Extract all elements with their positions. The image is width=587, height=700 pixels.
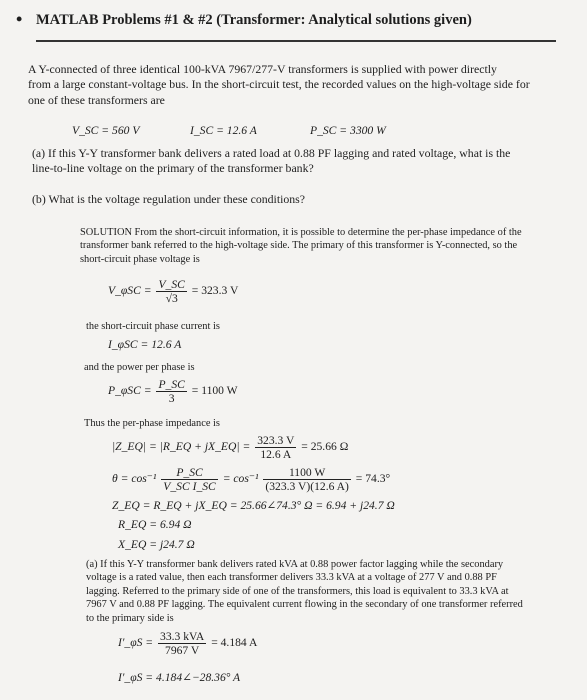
question-b: (b) What is the voltage regulation under these conditions? xyxy=(32,192,305,206)
equation-phase-power: P_φSC = $\frac{P\_SC}{3}$ = 1100 W xyxy=(108,378,238,405)
current-text: the short-circuit phase current is xyxy=(86,321,220,332)
solution-intro-line: short-circuit phase voltage is xyxy=(80,253,200,265)
equation-impedance: Z_EQ = R_EQ + jX_EQ = 25.66∠74.3° Ω = 6.94 + j24.7 Ω xyxy=(112,499,395,512)
solution-intro-line: SOLUTION From the short-circuit information, it is possible to determine the per-phase impedance of the xyxy=(80,227,522,238)
solution-intro xyxy=(80,226,522,266)
power-text: and the power per phase is xyxy=(84,362,195,373)
test-value-vsc: V_SC = 560 V xyxy=(72,124,140,137)
solution-a-line: lagging. Referred to the primary side of one of the transformers, this load is equivalent to 33.3 kVA at xyxy=(86,585,509,597)
title-text: MATLAB Problems #1 & #2 (Transformer: Analytical solutions given) xyxy=(36,12,472,28)
equation-theta: θ = cos⁻¹ $\frac{P\_SC}{\text{V\_SC I\_SC}}$ = cos⁻¹ $\frac{1100 W}{(323.3 V)(12.6 A)}$ = 74.3° xyxy=(112,466,391,493)
equation-resistance: R_EQ = 6.94 Ω xyxy=(118,518,192,531)
solution-part-a xyxy=(86,558,523,625)
solution-a-line: 7967 V and 0.88 PF lagging. The equivalent current flowing in the secondary of one transformer referred xyxy=(86,599,523,611)
impedance-text: Thus the per-phase impedance is xyxy=(84,418,220,429)
question-a-line: line-to-line voltage on the primary of the transformer bank? xyxy=(32,161,314,176)
solution-intro-line: transformer bank referred to the high-voltage side. The primary of this transformer is Y-connected, so the xyxy=(80,240,518,252)
problem-line: one of these transformers are xyxy=(28,92,165,107)
equation-secondary-current: I′_φS = $\frac{\text{33.3 kVA}}{7967 V}$ = 4.184 A xyxy=(118,630,258,657)
equation-phase-current: I_φSC = 12.6 A xyxy=(108,338,182,351)
equation-reactance: X_EQ = j24.7 Ω xyxy=(118,538,195,551)
solution-a-line: (a) If this Y-Y transformer bank delivers rated kVA at 0.88 power factor lagging while the secondary xyxy=(86,559,504,570)
problem-line: from a large constant-voltage bus. In the short-circuit test, the recorded values on the high-voltage side for xyxy=(28,77,530,92)
test-value-isc: I_SC = 12.6 A xyxy=(190,124,257,137)
question-a-line: (a) If this Y-Y transformer bank delivers a rated load at 0.88 PF lagging and rated voltage, what is the xyxy=(32,146,511,160)
solution-a-line: to the primary side is xyxy=(86,612,174,624)
question-a xyxy=(32,146,510,177)
equation-impedance-magnitude: |Z_EQ| = |R_EQ + jX_EQ| = $\frac{323.3 V}{12.6 A}$ = 25.66 Ω xyxy=(112,434,349,461)
problem-line: A Y-connected of three identical 100-kVA 7967/277-V transformers is supplied with power directly xyxy=(28,62,497,76)
equation-secondary-current-phasor: I′_φS = 4.184∠−28.36° A xyxy=(118,671,241,684)
solution-a-line: voltage is a rated value, then each transformer delivers 33.3 kVA at a voltage of 277 V and 0.88 PF xyxy=(86,572,497,584)
title-divider xyxy=(36,40,556,42)
bullet-icon: • xyxy=(16,9,23,29)
test-value-psc: P_SC = 3300 W xyxy=(310,124,386,137)
page-title xyxy=(16,9,472,29)
equation-phase-voltage: V_φSC = $\frac{V\_SC}{√3}$ = 323.3 V xyxy=(108,278,239,305)
problem-statement xyxy=(28,62,530,108)
